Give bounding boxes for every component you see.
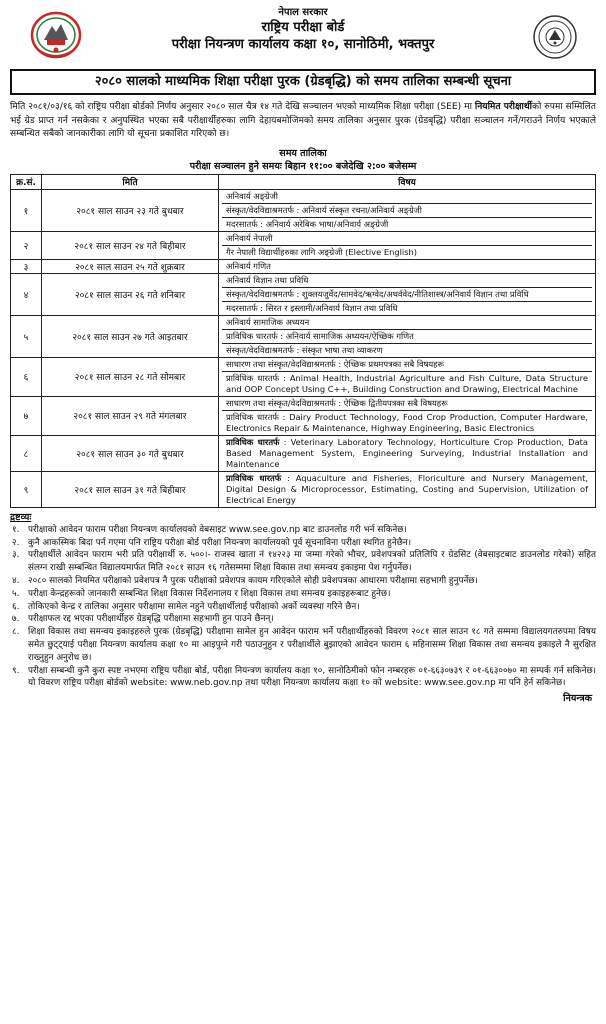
row-sn: ३ [11, 259, 42, 273]
row-date: २०८१ साल साउन २४ गते बिहीबार [42, 231, 219, 259]
subject-text: संस्कृत/वेदविद्याश्रमतर्फ : शुक्लयजुर्वेद/सामवेद/ऋग्वेद/अथर्ववेद/नीतिशास्त्र/अनिवार्य विज्ञान तथा प्रविधि [226, 288, 529, 299]
subject-stream-label: प्राविधिक धारतर्फ [226, 436, 280, 447]
note-number: २. [12, 537, 20, 548]
subject-text: अनिवार्य नेपाली [226, 232, 273, 243]
subject-line [222, 288, 592, 302]
note-text: परीक्षार्थीले आवेदन फाराम भरी प्रति परीक्षार्थी रु. ५००।- राजस्व खाता नं १४२२३ मा जम्मा गरेको भौचर, प्रवेशपत्रको प्रतिलिपि र ग्रेडसिट (वेबसाइटबाट डाउनलोड गरेको) सहित संलग्न राखी सम्बन्धित विद्यालयमार्फत मिति २०८१ साउन १६ गतेसम्ममा शिक्षा विकास तथा समन्वय इकाइमा पेश गर्नुपर्नेछ। [28, 550, 596, 574]
subject-line [222, 397, 592, 411]
note-number: ३. [12, 550, 20, 561]
intro-paragraph [10, 101, 596, 142]
row-date: २०८१ साल साउन ३१ गते बिहीबार [42, 471, 219, 507]
list-item [10, 601, 596, 614]
subject-text: प्राविधिक धारतर्फ : अनिवार्य सामाजिक अध्ययन/ऐच्छिक गणित [226, 330, 414, 341]
subject-line [222, 472, 592, 507]
subject-line [222, 411, 592, 435]
subject-line [222, 372, 592, 396]
table-row [11, 357, 596, 396]
row-date: २०८१ साल साउन २३ गते बुधबार [42, 189, 219, 231]
table-row [11, 273, 596, 315]
intro-part1: मिति २०८१/०३/१६ को राष्ट्रिय परीक्षा बोर्डको निर्णय अनुसार २०८० साल चैत्र १४ गते देखि सञ्चालन भएको माध्यमिक शिक्षा परीक्षा (SEE) मा [10, 102, 475, 112]
subject-text: साधारण तथा संस्कृत/वेदविद्याश्रमतर्फ : ऐच्छिक प्रथमपत्रका सबै विषयहरू [226, 358, 445, 369]
subject-line [222, 436, 592, 471]
subject-text: संस्कृत/वेदविद्याश्रमतर्फ : संस्कृत भाषा तथा व्याकरण [226, 344, 383, 355]
list-item [10, 537, 596, 550]
schedule-time: परीक्षा सञ्चालन हुने समयः बिहान ११:०० बजेदेखि २:०० बजेसम्म [189, 160, 417, 172]
note-number: ७. [12, 614, 20, 625]
row-subjects [219, 471, 596, 507]
note-text: तोकिएको केन्द्र र तालिका अनुसार परीक्षामा सामेल नहुने परीक्षार्थीलाई परीक्षाको अर्को व्यवस्था गरिने छैन। [28, 601, 360, 612]
subject-text: मदरसातर्फ : अनिवार्य अरेबिक भाषा/अनिवार्य अङ्ग्रेजी [226, 218, 389, 229]
row-sn: ४ [11, 273, 42, 315]
row-subjects [219, 396, 596, 435]
table-row [11, 435, 596, 471]
subject-text: मदरसातर्फ : सिरत र इस्लामी/अनिवार्य विज्ञान तथा प्रविधि [226, 302, 398, 313]
note-number: ९. [12, 665, 20, 676]
subject-text: अनिवार्य सामाजिक अध्ययन [226, 316, 310, 327]
table-row [11, 315, 596, 357]
row-sn: ५ [11, 315, 42, 357]
schedule-title: समय तालिका [279, 147, 327, 159]
subject-line [222, 344, 592, 357]
row-sn: ९ [11, 471, 42, 507]
header-sn: क्र.सं. [11, 174, 42, 189]
subject-text: : Aquaculture and Fisheries, Floriculture and Nursery Management, Digital Design & Microprocessor, Estimating, Costing and Supervision, Utilization of Electrical Energy [226, 472, 588, 505]
subject-line [222, 190, 592, 204]
subject-line [222, 302, 592, 315]
row-date: २०८१ साल साउन २८ गते सोमबार [42, 357, 219, 396]
schedule-body [11, 189, 596, 507]
notes-title: द्रष्टव्यः [10, 511, 32, 523]
subject-text: अनिवार्य अङ्ग्रेजी [226, 190, 278, 201]
note-number: ५. [12, 588, 20, 599]
table-row [11, 231, 596, 259]
list-item [10, 626, 596, 664]
row-subjects [219, 315, 596, 357]
subject-text: साधारण तथा संस्कृत/वेदविद्याश्रमतर्फ : ऐच्छिक द्वितीयपत्रका सबै विषयहरू [226, 397, 448, 408]
subject-text: संस्कृत/वेदविद्याश्रमतर्फ : अनिवार्य संस्कृत रचना/अनिवार्य अङ्ग्रेजी [226, 204, 422, 215]
row-date: २०८१ साल साउन २९ गते मंगलबार [42, 396, 219, 435]
row-sn: ७ [11, 396, 42, 435]
subject-text: गैर नेपाली विद्यार्थीहरुका लागि अङ्ग्रेजी (Elective English) [226, 246, 418, 257]
row-subjects [219, 273, 596, 315]
row-subjects [219, 231, 596, 259]
header-subject: विषय [219, 174, 596, 189]
schedule-header-row [11, 174, 596, 189]
row-sn: ६ [11, 357, 42, 396]
note-text: परीक्षा सम्बन्धी कुनै कुरा स्पष्ट नभएमा राष्ट्रिय परीक्षा बोर्ड, परीक्षा नियन्त्रण कार्यालय कक्षा १०, सानोठिमीको फोन नम्बरहरू ०१-६६३०७३९ र ०१-६६३००७० मा सम्पर्क गर्न सकिनेछ। यो विवरण राष्ट्रिय परीक्षा बोर्डको website: www.neb.gov.np तथा परीक्षा नियन्त्रण कार्यालय कक्षा १० को website: www.see.gov.np मा पनि हेर्न सकिनेछ। [28, 665, 596, 689]
row-sn: ८ [11, 435, 42, 471]
letterhead-text [10, 6, 596, 53]
note-text: परीक्षाको आवेदन फाराम परीक्षा नियन्त्रण कार्यालयको वेबसाइट www.see.gov.np बाट डाउनलोड गरी भर्न सकिनेछ। [28, 524, 407, 535]
exam-board-seal-icon [532, 14, 578, 60]
note-number: ६. [12, 601, 20, 612]
row-date: २०८१ साल साउन २७ गते आइतबार [42, 315, 219, 357]
intro-part2: को रुपमा सम्मिलित भई ग्रेड प्राप्त गर्न नसकेका र अनुपस्थित भएका सबै परीक्षार्थीहरुका लागि देहायबमोजिमको समय तालिका अनुसार पुरक (ग्रेडबृद्धि) परीक्षा सञ्चालन गर्ने/गराउने निर्णय भएकाले सम्बन्धित सबैको जानकारीका लागि यो सूचना प्रकाशित गरिएको छ। [10, 102, 596, 140]
schedule-table [10, 174, 596, 508]
header-date: मिति [42, 174, 219, 189]
row-date: २०८१ साल साउन ३० गते बुधबार [42, 435, 219, 471]
list-item [10, 613, 596, 626]
subject-line [222, 260, 592, 273]
subject-line [222, 246, 592, 259]
office-name: परीक्षा नियन्त्रण कार्यालय कक्षा १०, सानोठिमी, भक्तपुर [171, 37, 435, 52]
subject-line [222, 204, 592, 218]
table-row [11, 396, 596, 435]
note-text: परीक्षा केन्द्रहरूको जानकारी सम्बन्धित शिक्षा विकास निर्देशनालय र शिक्षा विकास तथा समन्वय इकाइहरूबाट हुनेछ। [28, 588, 391, 599]
list-item [10, 575, 596, 588]
list-item [10, 524, 596, 537]
subject-stream-label: प्राविधिक धारतर्फ [226, 472, 282, 483]
signature: नियन्त्रक [563, 693, 592, 705]
subject-text: अनिवार्य गणित [226, 260, 271, 271]
subject-line [222, 358, 592, 372]
list-item [10, 665, 596, 691]
table-row [11, 471, 596, 507]
notice-title: २०८० सालको माध्यमिक शिक्षा परीक्षा पुरक (ग्रेडबृद्धि) को समय तालिका सम्बन्धी सूचना [10, 69, 596, 95]
subject-line [222, 232, 592, 246]
note-text: शिक्षा विकास तथा समन्वय इकाइहरुले पुरक (ग्रेडबृद्धि) परीक्षामा सामेल हुन आवेदन फाराम भर्ने परीक्षार्थीहरुको विवरण २०८१ साल साउन १८ गते सम्ममा विद्यालयगतरुपमा विषय समेत छुट्ट्याई परीक्षा नियन्त्रण कार्यालय कक्षा १० मा आइपुग्ने गरी पठाउनुहुन र परीक्षार्थीले बुझाएको आवेदन फाराम ६ महिनासम्म शिक्षा विकास तथा समन्वय इकाइले नै सुरक्षित राख्नुहुन अनुरोध छ। [28, 627, 596, 663]
note-number: ४. [12, 575, 20, 586]
subject-text: प्राविधिक धारतर्फ : Dairy Product Technology, Food Crop Production, Computer Hardware, Electronics Repair & Maintenance, Highway Engineering, Basic Electronics [226, 411, 588, 433]
subject-line [222, 316, 592, 330]
list-item [10, 549, 596, 575]
note-text: कुनै आकस्मिक बिदा पर्न गएमा पनि राष्ट्रिय परीक्षा बोर्ड परीक्षा नियन्त्रण कार्यालयको पूर्व सूचनाविना परीक्षा स्थगित हुनेछैन। [28, 537, 412, 548]
subject-text: : Veterinary Laboratory Technology, Horticulture Crop Production, Data Based Management System, Engineering Surveying, Industrial Installation and Maintenance [226, 436, 588, 469]
subject-line [222, 218, 592, 231]
note-text: २०८० सालको नियमित परीक्षाको प्रवेशपत्र नै पुरक परीक्षाको प्रवेशपत्र कायम गरिएकोले सोही प्रवेशपत्रका आधारमा परीक्षामा सहभागी हुनुपर्नेछ। [28, 575, 478, 586]
board-name: राष्ट्रिय परीक्षा बोर्ड [261, 20, 345, 35]
note-number: ८. [12, 627, 20, 638]
list-item [10, 588, 596, 601]
subject-line [222, 274, 592, 288]
note-text: परीक्षाफल रद्द भएका परीक्षार्थीहरु ग्रेडबृद्धि परीक्षामा सहभागी हुन पाउने छैनन्। [28, 614, 274, 625]
row-sn: २ [11, 231, 42, 259]
intro-bold: नियमित परीक्षार्थी [474, 102, 533, 112]
row-subjects [219, 259, 596, 273]
notes-list [10, 524, 596, 690]
table-row [11, 259, 596, 273]
subject-text: अनिवार्य विज्ञान तथा प्रविधि [226, 274, 309, 285]
row-subjects [219, 189, 596, 231]
government-name: नेपाल सरकार [278, 7, 328, 18]
subject-line [222, 330, 592, 344]
subject-text: प्राविधिक धारतर्फ : Animal Health, Industrial Agriculture and Fish Culture, Data Structure and OOP Concept Using C++, Building Construction and Drawing, Electrical Machine [226, 372, 588, 394]
row-date: २०८१ साल साउन २६ गते शनिबार [42, 273, 219, 315]
letterhead [10, 4, 596, 68]
row-subjects [219, 357, 596, 396]
row-subjects [219, 435, 596, 471]
row-date: २०८१ साल साउन २५ गते शुक्रबार [42, 259, 219, 273]
table-row [11, 189, 596, 231]
note-number: १. [12, 524, 20, 535]
row-sn: १ [11, 189, 42, 231]
